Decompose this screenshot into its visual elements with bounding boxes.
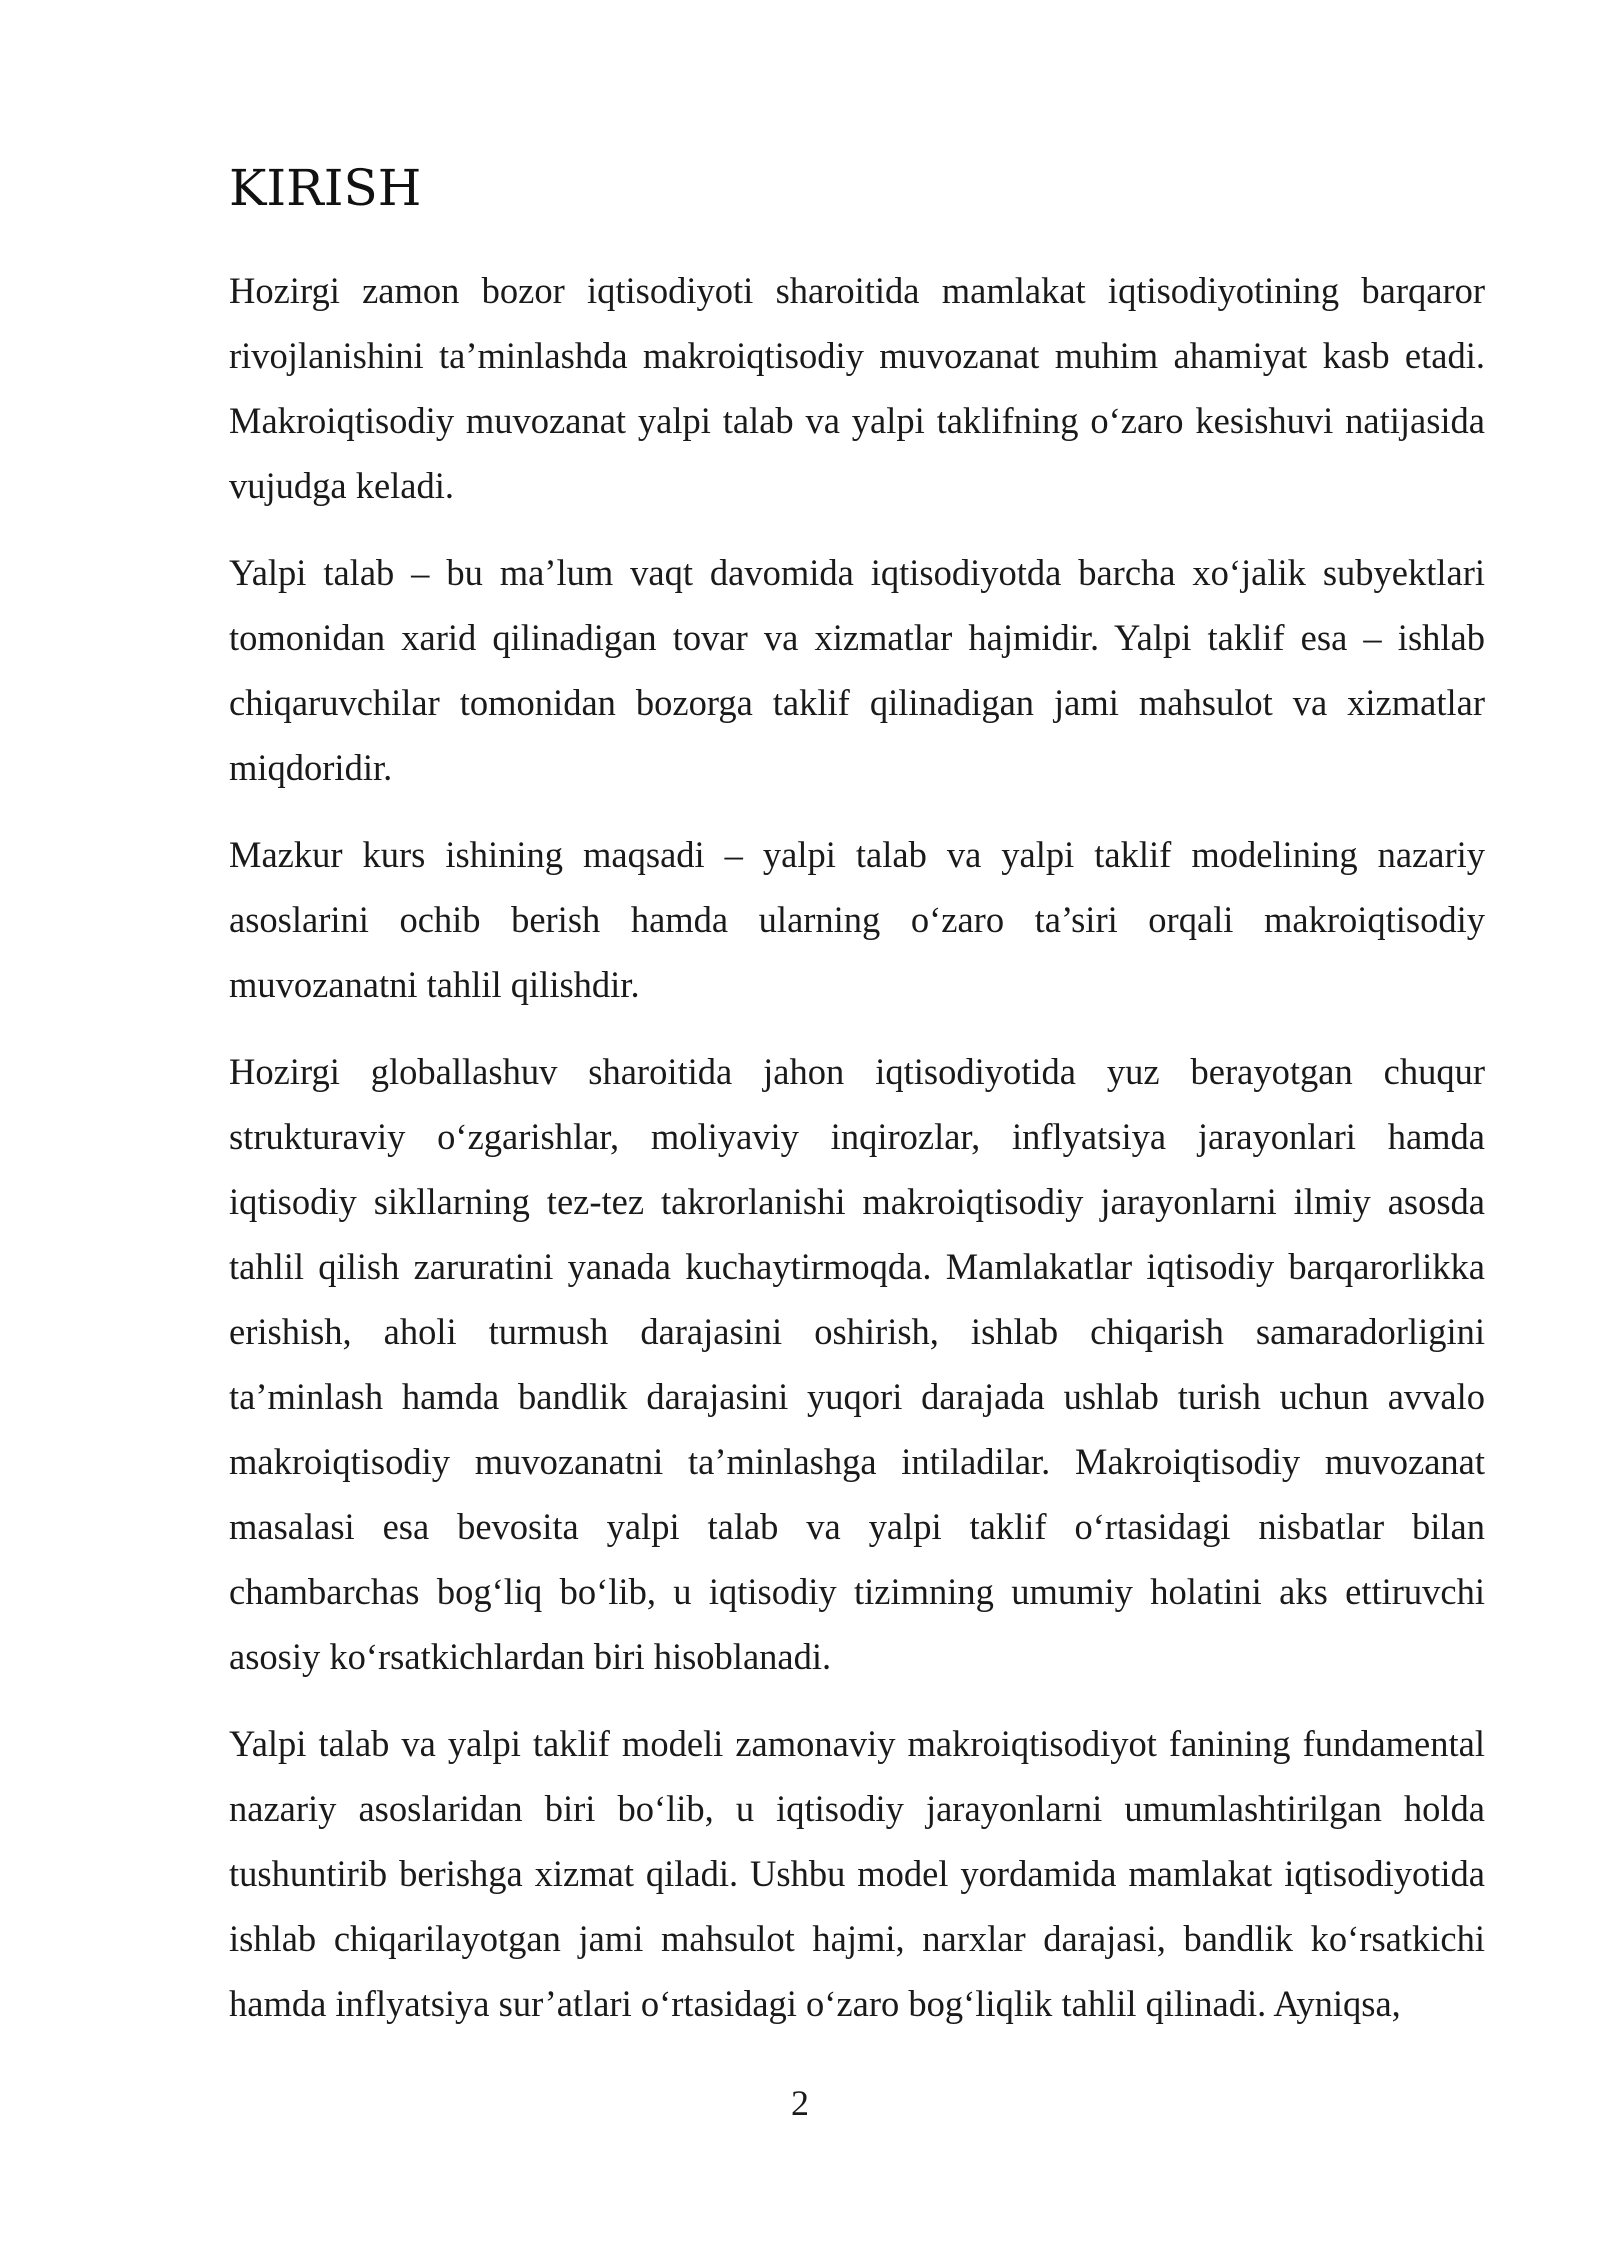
page-content: [229, 152, 1485, 2058]
page-number: 2: [791, 2083, 809, 2123]
paragraph: Hozirgi zamon bozor iqtisodiyoti sharoitida mamlakat iqtisodiyotining barqaror rivojlanishini ta’minlashda makroiqtisodiy muvozanat muhim ahamiyat kasb etadi. Makroiqtisodiy muvozanat yalpi talab va yalpi taklifning o‘zaro kesishuvi natijasida vujudga keladi.: [229, 270, 1485, 506]
section-heading: KIRISH: [229, 159, 422, 217]
paragraph: Yalpi talab – bu ma’lum vaqt davomida iqtisodiyotda barcha xo‘jalik subyektlari tomonidan xarid qilinadigan tovar va xizmatlar hajmidir. Yalpi taklif esa – ishlab chiqaruvchilar tomonidan bozorga taklif qilinadigan jami mahsulot va xizmatlar miqdoridir.: [229, 552, 1485, 788]
paragraph: Yalpi talab va yalpi taklif modeli zamonaviy makroiqtisodiyot fanining fundamental nazariy asoslaridan biri bo‘lib, u iqtisodiy jarayonlarni umumlashtirilgan holda tushuntirib berishga xizmat qiladi. Ushbu model yordamida mamlakat iqtisodiyotida ishlab chiqarilayotgan jami mahsulot hajmi, narxlar darajasi, bandlik ko‘rsatkichi hamda inflyatsiya sur’atlari o‘rtasidagi o‘zaro bog‘liqlik tahlil qilinadi. Ayniqsa,: [229, 1723, 1485, 2024]
paragraph: Mazkur kurs ishining maqsadi – yalpi talab va yalpi taklif modelining nazariy asoslarini ochib berish hamda ularning o‘zaro ta’siri orqali makroiqtisodiy muvozanatni tahlil qilishdir.: [229, 834, 1485, 1005]
paragraph: Hozirgi globallashuv sharoitida jahon iqtisodiyotida yuz berayotgan chuqur strukturaviy o‘zgarishlar, moliyaviy inqirozlar, inflyatsiya jarayonlari hamda iqtisodiy sikllarning tez-tez takrorlanishi makroiqtisodiy jarayonlarni ilmiy asosda tahlil qilish zaruratini yanada kuchaytirmoqda. Mamlakatlar iqtisodiy barqarorlikka erishish, aholi turmush darajasini oshirish, ishlab chiqarish samaradorligini ta’minlash hamda bandlik darajasini yuqori darajada ushlab turish uchun avvalo makroiqtisodiy muvozanatni ta’minlashga intiladilar. Makroiqtisodiy muvozanat masalasi esa bevosita yalpi talab va yalpi taklif o‘rtasidagi nisbatlar bilan chambarchas bog‘liq bo‘lib, u iqtisodiy tizimning umumiy holatini aks ettiruvchi asosiy ko‘rsatkichlardan biri hisoblanadi.: [229, 1051, 1485, 1677]
